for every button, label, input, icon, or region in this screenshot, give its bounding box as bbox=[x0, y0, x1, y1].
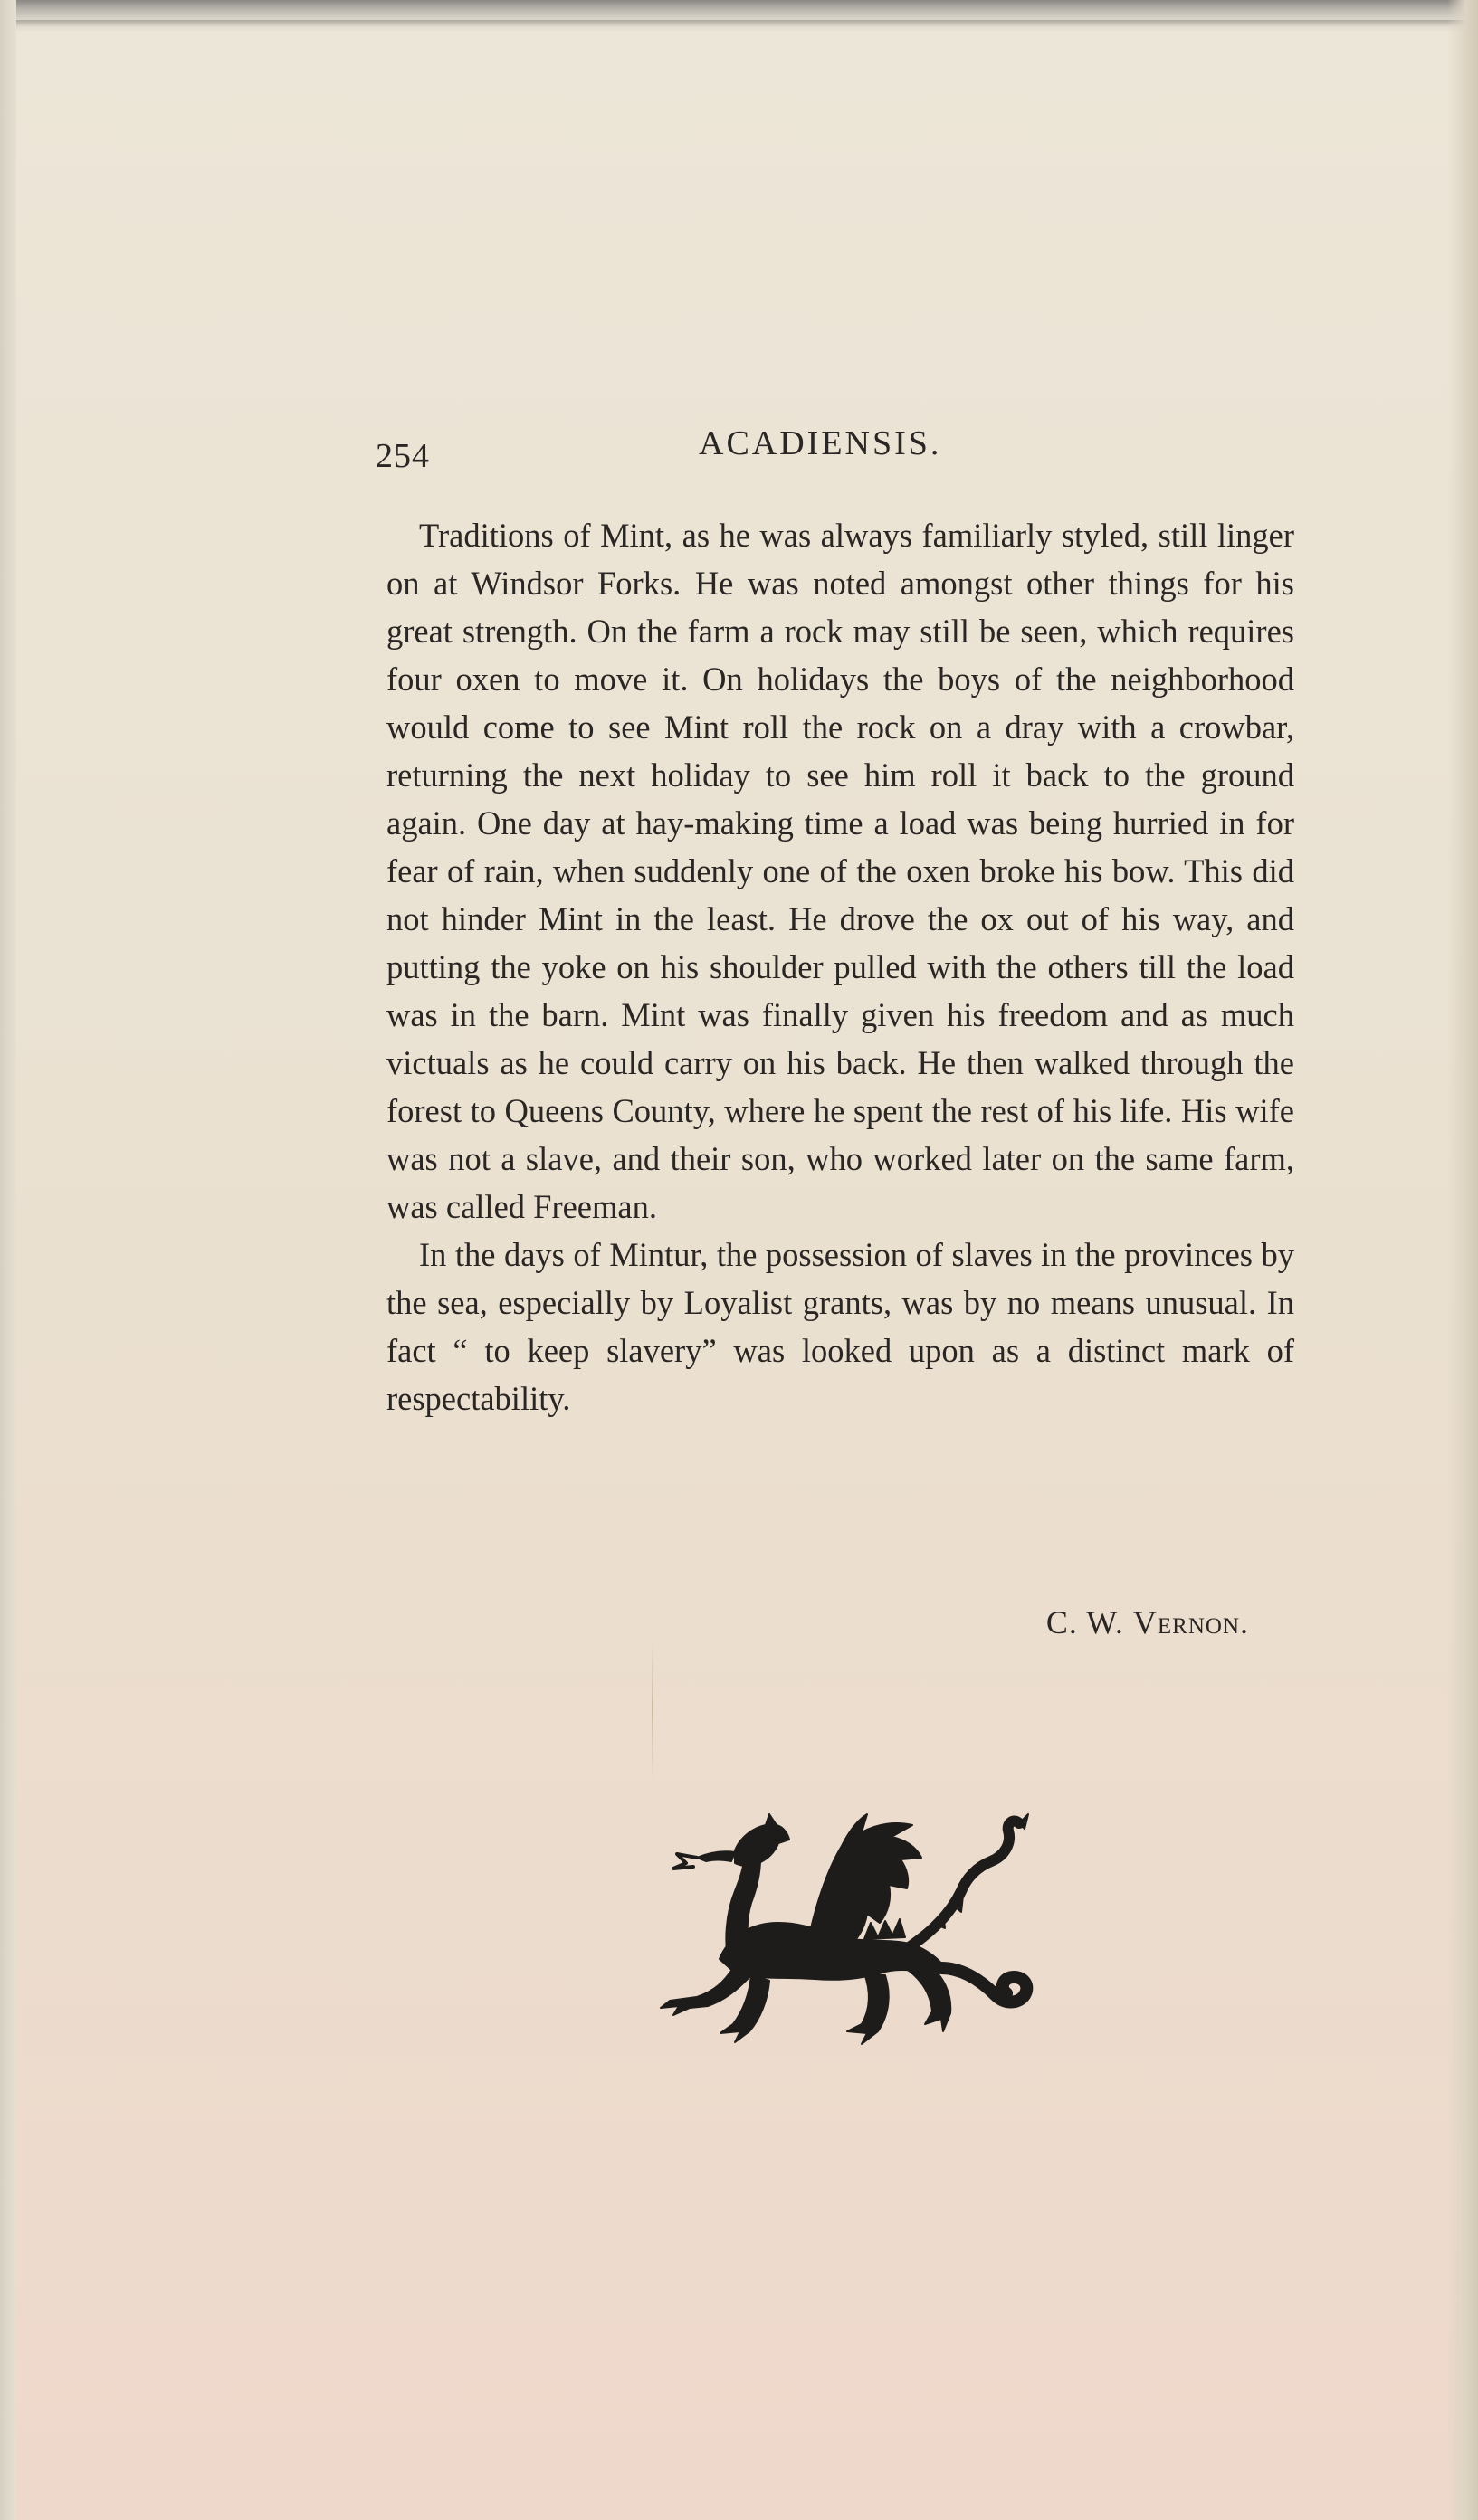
page-number: 254 bbox=[376, 437, 430, 475]
signature-surname: Vernon. bbox=[1132, 1604, 1249, 1640]
paper-crease bbox=[652, 1642, 653, 1778]
article-body bbox=[386, 511, 1294, 1422]
signature-initials: C. W. bbox=[1045, 1604, 1133, 1640]
page-right-edge bbox=[1447, 0, 1478, 2520]
page-top-shadow bbox=[0, 20, 1478, 27]
journal-title: ACADIENSIS. bbox=[699, 424, 942, 462]
paragraph-mint-traditions: Traditions of Mint, as he was always familiarly styled, still linger on at Windsor Forks. He was noted amongst other things for his great strength. On the farm a rock may still be seen, which requires four oxen to move it. On holidays the boys of the neighborhood would come to see Mint roll the rock on a dray with a crowbar, returning the next holiday to see him roll it back to the ground again. One day at hay-making time a load was being hurried in for fear of rain, when suddenly one of the oxen broke his bow. This did not hinder Mint in the least. He drove the ox out of his way, and putting the yoke on his shoulder pulled with the others till the load was in the barn. Mint was finally given his freedom and as much victuals as he could carry on his back. He then walked through the forest to Queens County, where he spent the rest of his life. His wife was not a slave, and their son, who worked later on the same farm, was called Freeman. bbox=[386, 517, 1294, 1225]
paragraph-slavery-respectability: In the days of Mintur, the possession of slaves in the provinces by the sea, especially by Loyalist grants, was by no means unusual. In fact “ to keep slavery” was looked upon as a distinct mark of respectability. bbox=[386, 1236, 1294, 1417]
dragon-icon bbox=[634, 1787, 1073, 2054]
page-left-edge bbox=[0, 0, 16, 2520]
running-head bbox=[376, 423, 1290, 478]
author-signature bbox=[905, 1603, 1249, 1641]
